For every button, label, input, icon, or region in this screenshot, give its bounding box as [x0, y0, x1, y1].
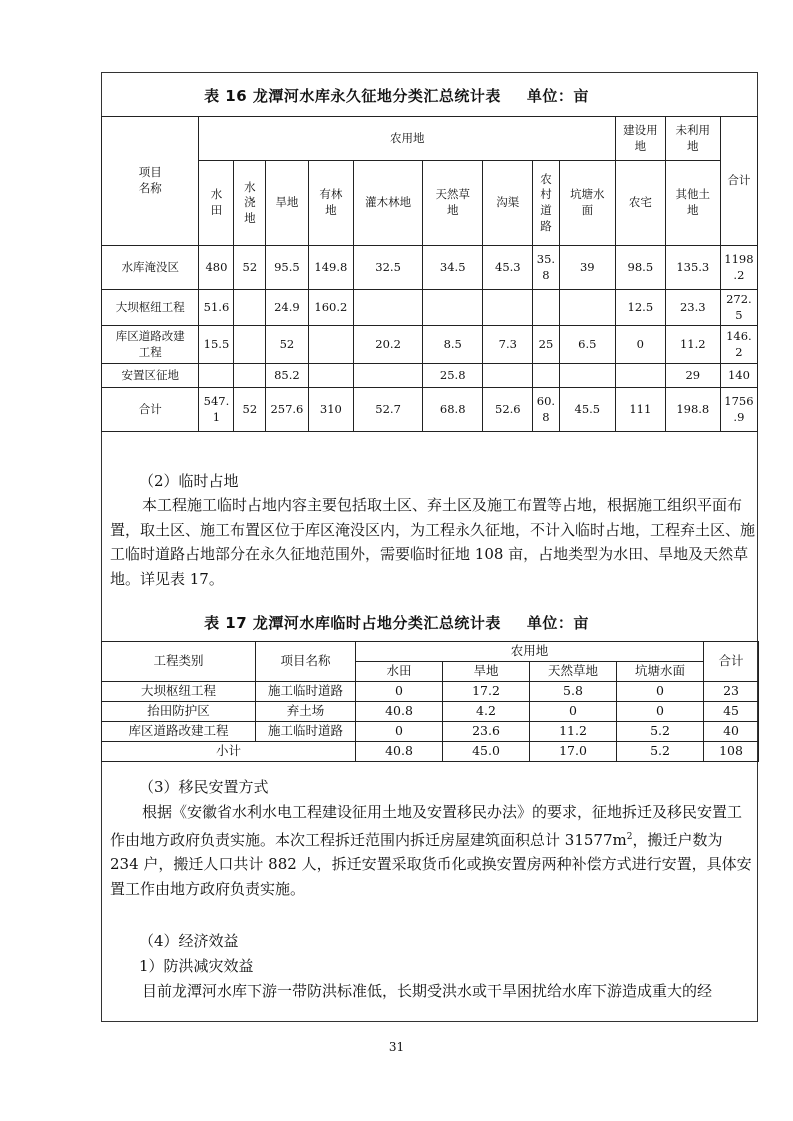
- table-cell: 52.7: [354, 388, 423, 432]
- table-cell: 11.2: [665, 326, 720, 364]
- row-label: 库区道路改建 工程: [102, 326, 199, 364]
- table-cell: 257.6: [266, 388, 308, 432]
- column-header: 其他土 地: [665, 161, 720, 246]
- table-cell: [483, 364, 533, 388]
- table-cell: 52.6: [483, 388, 533, 432]
- column-header: 农 村 道 路: [533, 161, 559, 246]
- column-header: 旱地: [443, 662, 530, 682]
- table-cell: 12.5: [615, 290, 665, 326]
- table-cell: 52: [234, 388, 266, 432]
- table-cell: 135.3: [665, 246, 720, 290]
- table-cell: 68.8: [423, 388, 483, 432]
- table-cell: 5.2: [617, 722, 704, 742]
- table17: [101, 641, 759, 762]
- table-cell: [483, 290, 533, 326]
- table-cell: 17.0: [530, 742, 617, 762]
- table-cell: 40.8: [356, 702, 443, 722]
- table16: [101, 116, 758, 432]
- column-header: 坑塘水面: [617, 662, 704, 682]
- table-cell: [234, 364, 266, 388]
- table-cell: 23.6: [443, 722, 530, 742]
- row-label: 安置区征地: [102, 364, 199, 388]
- row-type: 抬田防护区: [102, 702, 256, 722]
- table-cell: 310: [308, 388, 354, 432]
- row-total: 272. 5: [720, 290, 757, 326]
- table-cell: 8.5: [423, 326, 483, 364]
- column-header: 水 浇 地: [234, 161, 266, 246]
- table-cell: [234, 290, 266, 326]
- table-cell: 24.9: [266, 290, 308, 326]
- table-row: [102, 722, 759, 742]
- column-header: 有林 地: [308, 161, 354, 246]
- section3-body: 根据《安徽省水利水电工程建设征用土地及安置移民办法》的要求，征地拆迁及移民安置工作由地方政府负责实施。本次工程拆迁范围内拆迁房屋建筑面积总计 $31577m^2$，搬迁户数为 234 户，搬迁人口共计 882 人，拆迁安置采取货币化或换安置房两种补偿方式进行安置，具体安置工作由地方政府负责实施。: [110, 803, 752, 898]
- column-header: 灌木林地: [354, 161, 423, 246]
- table-cell: [308, 364, 354, 388]
- table-cell: 160.2: [308, 290, 354, 326]
- header-item: 项目 名称: [102, 117, 199, 246]
- row-project: 弃土场: [256, 702, 356, 722]
- table-cell: 25.8: [423, 364, 483, 388]
- table-cell: 60.8: [533, 388, 559, 432]
- table-row: [102, 326, 758, 364]
- table-cell: 6.5: [559, 326, 615, 364]
- table-cell: [615, 364, 665, 388]
- table-cell: 52: [234, 246, 266, 290]
- header-build: 建设用 地: [615, 117, 665, 161]
- table-cell: 149.8: [308, 246, 354, 290]
- subtotal-row: [102, 742, 759, 762]
- table-cell: 45.0: [443, 742, 530, 762]
- header-total: 合计: [704, 642, 759, 682]
- table-cell: [234, 326, 266, 364]
- table-cell: 11.2: [530, 722, 617, 742]
- row-total: 23: [704, 682, 759, 702]
- table-row: [102, 388, 758, 432]
- column-header: 沟渠: [483, 161, 533, 246]
- header-type: 工程类别: [102, 642, 256, 682]
- table-cell: [423, 290, 483, 326]
- table-cell: [533, 290, 559, 326]
- table-cell: 0: [617, 702, 704, 722]
- table-cell: 35.8: [533, 246, 559, 290]
- table-cell: 5.8: [530, 682, 617, 702]
- table-cell: 40.8: [356, 742, 443, 762]
- row-project: 施工临时道路: [256, 722, 356, 742]
- header-unused: 未利用 地: [665, 117, 720, 161]
- table-cell: 20.2: [354, 326, 423, 364]
- subtotal-total: 108: [704, 742, 759, 762]
- table-cell: 17.2: [443, 682, 530, 702]
- table-cell: 4.2: [443, 702, 530, 722]
- table-cell: 45.3: [483, 246, 533, 290]
- row-type: 大坝枢纽工程: [102, 682, 256, 702]
- row-total: 45: [704, 702, 759, 722]
- header-total: 合计: [720, 117, 757, 246]
- row-total: 146. 2: [720, 326, 757, 364]
- header-agri: 农用地: [356, 642, 704, 662]
- row-label: 合计: [102, 388, 199, 432]
- table-cell: [354, 290, 423, 326]
- table-row: [102, 364, 758, 388]
- table-cell: 95.5: [266, 246, 308, 290]
- table-cell: 0: [356, 722, 443, 742]
- table-cell: 32.5: [354, 246, 423, 290]
- table-cell: 52: [266, 326, 308, 364]
- table-cell: 85.2: [266, 364, 308, 388]
- table-cell: 0: [615, 326, 665, 364]
- table-cell: [559, 364, 615, 388]
- section4-body: 目前龙潭河水库下游一带防洪标准低，长期受洪水或干旱困扰给水库下游造成重大的经: [142, 982, 713, 1000]
- table-cell: 547. 1: [199, 388, 234, 432]
- row-label: 水库淹没区: [102, 246, 199, 290]
- column-header: 天然草地: [530, 662, 617, 682]
- column-header: 天然草 地: [423, 161, 483, 246]
- table17-caption: 表 17 龙潭河水库临时占地分类汇总统计表 单位：亩: [204, 614, 589, 632]
- table-cell: 0: [356, 682, 443, 702]
- section4-sub1: 1）防洪减灾效益: [139, 957, 254, 975]
- table-cell: 111: [615, 388, 665, 432]
- row-label: 大坝枢纽工程: [102, 290, 199, 326]
- table-row: [102, 246, 758, 290]
- table-cell: 480: [199, 246, 234, 290]
- table-cell: 5.2: [617, 742, 704, 762]
- table-row: [102, 682, 759, 702]
- table-cell: 51.6: [199, 290, 234, 326]
- table-cell: [199, 364, 234, 388]
- table-cell: 29: [665, 364, 720, 388]
- column-header: 坑塘水 面: [559, 161, 615, 246]
- column-header: 农宅: [615, 161, 665, 246]
- table-row: [102, 290, 758, 326]
- page-number: 31: [388, 1040, 405, 1054]
- row-project: 施工临时道路: [256, 682, 356, 702]
- row-total: 1756 .9: [720, 388, 757, 432]
- table-cell: [533, 364, 559, 388]
- row-type: 库区道路改建工程: [102, 722, 256, 742]
- table-cell: 98.5: [615, 246, 665, 290]
- row-total: 40: [704, 722, 759, 742]
- table-cell: 34.5: [423, 246, 483, 290]
- section3-heading: （3）移民安置方式: [139, 778, 269, 796]
- table16-caption: 表 16 龙潭河水库永久征地分类汇总统计表 单位：亩: [204, 87, 589, 105]
- table-cell: 39: [559, 246, 615, 290]
- header-project: 项目名称: [256, 642, 356, 682]
- table-cell: 15.5: [199, 326, 234, 364]
- table-cell: 23.3: [665, 290, 720, 326]
- table-cell: 45.5: [559, 388, 615, 432]
- table-cell: 25: [533, 326, 559, 364]
- row-total: 140: [720, 364, 757, 388]
- table-cell: [354, 364, 423, 388]
- section4-heading: （4）经济效益: [139, 932, 239, 950]
- row-total: 1198 .2: [720, 246, 757, 290]
- table-cell: [559, 290, 615, 326]
- column-header: 水 田: [199, 161, 234, 246]
- header-agri: 农用地: [199, 117, 615, 161]
- table-cell: 0: [530, 702, 617, 722]
- column-header: 水田: [356, 662, 443, 682]
- table-cell: 198.8: [665, 388, 720, 432]
- section2-heading: （2）临时占地: [139, 472, 239, 490]
- table-cell: 0: [617, 682, 704, 702]
- subtotal-label: 小计: [102, 742, 356, 762]
- table-cell: [308, 326, 354, 364]
- table-cell: 7.3: [483, 326, 533, 364]
- section2-body: 本工程施工临时占地内容主要包括取土区、弃土区及施工布置等占地，根据施工组织平面布置，取土区、施工布置区位于库区淹没区内，为工程永久征地，不计入临时占地，工程弃土区、施工临时道路占地部分在永久征地范围外，需要临时征地 108 亩，占地类型为水田、旱地及天然草地。详见表 17。: [110, 496, 756, 588]
- column-header: 旱地: [266, 161, 308, 246]
- table-row: [102, 702, 759, 722]
